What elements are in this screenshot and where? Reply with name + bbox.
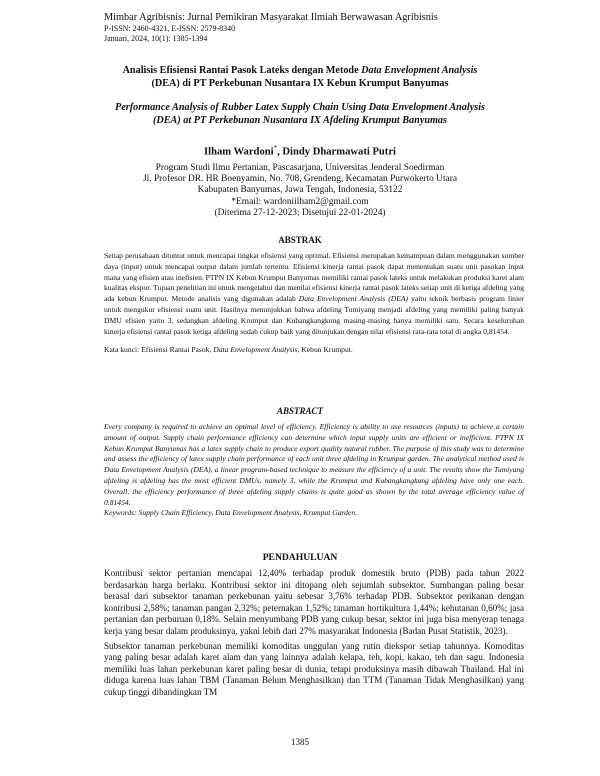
abstract-keywords: Keywords: Supply Chain Efficiency, Data Envelopment Analysis, Krumput Garden. [104, 508, 358, 518]
abstrak-body [104, 251, 524, 356]
pendahuluan-body [104, 568, 524, 699]
journal-header [104, 12, 524, 44]
affiliation [80, 163, 520, 219]
abstrak-keywords-b: , Kebun Krumput. [297, 345, 353, 355]
abstrak-text-b: yaitu teknik berbasis program linier untuk mengukur efisiensi suatu unit. Hasilnya menunjukkan bahwa afdeling Tumiyang menjadi afdeling yang memiliki paling banyak DMU efisien yaitu 3, sedangkan afdeling Krumput dan Kubangkangkung masing-masing hanya memiliki satu. Secara keseluruhan kinerja efisiensi rantai pasok ketiga afdeling sudah cukup baik yang ditunjukan dengan nilai efisiensi rata-rata total di angka 0,81454. [104, 294, 524, 336]
abstrak-keywords-em: Data Envelopment Analysis [213, 345, 298, 355]
abstract-body [104, 422, 524, 519]
abstract-heading-text: ABSTRACT [276, 406, 323, 416]
title-id-line2: (DEA) di PT Perkebunan Nusantara IX Kebun Krumput Banyumas [151, 78, 449, 89]
title-id-line1-em: Data Envelopment Analysis [361, 65, 478, 76]
abstrak-keywords [104, 345, 524, 356]
author-2: , Dindy Dharmawati Putri [277, 146, 396, 158]
title-id-line1: Analisis Efisiensi Rantai Pasok Lateks dengan Metode [122, 65, 362, 76]
abstract-heading [60, 406, 540, 416]
abstrak-keywords-label: Kata kunci: [104, 345, 142, 355]
author-1: Ilham Wardoni [204, 146, 274, 158]
journal-name: Mimbar Agribisnis: Jurnal Pemikiran Masyarakat Ilmiah Berwawasan Agribisnis [104, 12, 438, 23]
received-dates: (Diterima 27-12-2023; Disetujui 22-01-2024) [214, 207, 386, 218]
corresponding-mark: * [273, 144, 278, 152]
abstract-text: Every company is required to achieve an optimal level of efficiency. Efficiency is ability to use resources (inputs) to achieve a certain amount of output. Supply chain performance efficiency can determine which input supply units are efficient or inefficient. PTPN IX Kebun Krumput Banyumas has a latex supply chain to produce export quality natural rubber. The purpose of this study was to determine and assess the efficiency of latex supply chain performance of each unit three afdeling in Krumput garden. The analytical method used is Data Envelopment Analysis (DEA), a linear program-based technique to measure the efficiency of a unit. The results show the Tumiyang afdeling is afdeling has the most efficient DMUs, namely 3, while the Krumput and Kubangkangkung afdeling have only one each. Overall, the efficiency performance of three afdeling supply chains is quite good as shown by the total average efficiency value of 0.81454. [104, 422, 524, 507]
affiliation-line1: Program Studi Ilmu Pertanian, Pascasarjana, Universitas Jenderal Soedirman [155, 163, 445, 173]
title-en-line1: Performance Analysis of Rubber Latex Supply Chain Using Data Envelopment Analysis [115, 102, 485, 113]
title-indonesian [60, 64, 540, 90]
journal-issn: P-ISSN: 2460-4321, E-ISSN: 2579-8340 [104, 24, 236, 33]
title-en-line2: (DEA) at PT Perkebunan Nusantara IX Afdeling Krumput Banyumas [153, 115, 447, 126]
pendahuluan-heading: PENDAHULUAN [262, 552, 338, 563]
journal-issue: Januari, 2024, 10(1): 1385-1394 [104, 34, 208, 43]
abstrak-text [104, 251, 524, 337]
affiliation-line2: Jl. Profesor DR. HR Boenyamin, No. 708, Grendeng, Kecamatan Purwokerto Utara [143, 174, 457, 185]
abstrak-heading: ABSTRAK [278, 235, 322, 245]
page-number: 1385 [291, 737, 309, 747]
affiliation-email: *Email: wardoniilham2@gmail.com [231, 196, 369, 207]
affiliation-line3: Kabupaten Banyumas, Jawa Tengah, Indonesia, 53122 [197, 185, 403, 196]
pendahuluan-para2: Subsektor tanaman perkebunan memiliki komoditas unggulan yang rutin diekspor setiap tahunnya. Komoditas yang paling besar adalah karet alam dan yang lainnya adalah kelapa, teh, kopi, kakao, teh dan sagu. Indonesia memiliki luas lahan perkebunan karet paling besar di dunia, tetapi produksinya masih dibawah Thailand. Hal ini diduga karena luas lahan TBM (Tanaman Belum Menghasilkan) dan TTM (Tanaman Tidak Menghasilkan) yang cukup tinggi dibandingkan TM [104, 640, 524, 697]
abstrak-text-em: Data Envelopment Analysis (DEA) [298, 294, 409, 304]
title-english [60, 101, 540, 127]
abstrak-keywords-a: Efisiensi Rantai Pasok, [141, 345, 214, 355]
authors [60, 144, 540, 158]
pendahuluan-para1: Kontribusi sektor pertanian mencapai 12,40% terhadap produk domestik bruto (PDB) pada tahun 2022 berdasarkan harga berlaku. Kontribusi sektor ini ditopang oleh sejumlah subsektor. Sumbangan paling besar berasal dari subsektor tanaman perkebunan yaitu sebesar 3,76% terhadap PDB. Subsektor perikanan dengan kontribusi 2,58%; tanaman pangan 2,32%; peternakan 1,52%; tanaman hortikultura 1,44%; kehutanan 0,60%; jasa pertanian dan perburuan 0,18%. Selain menyumbang PDB yang cukup besar, sektor ini juga bisa menyerap tenaga kerja yang besar dalam produksinya, yakni lebih dari 27% masyarakat Indonesia (Badan Pusat Statistik, 2023). [104, 568, 524, 636]
abstrak-text-a: Setiap perusahaan dituntut untuk mencapai tingkat efisiensi yang optimal. Efisiensi merupakan kemampuan dalam menggunakan sumber daya (input) untuk mencapai output dalam jumlah tertentu. Efisiensi kinerja rantai pasok dapat menentukan suatu unit pasokan input mana yang efisien atau inefisien. PTPN IX Kebun Krumput Banyumas memiliki rantai pasok lateks untuk melakukan produksi karet alam kualitas ekspor. Tujuan penelitian ini untuk mengetahui dan menilai efisiensi kinerja rantai pasok lateks setiap unit di ketiga afdeling yang ada kebun Krumput. Metode analisis yang digunakan adalah [104, 251, 524, 304]
